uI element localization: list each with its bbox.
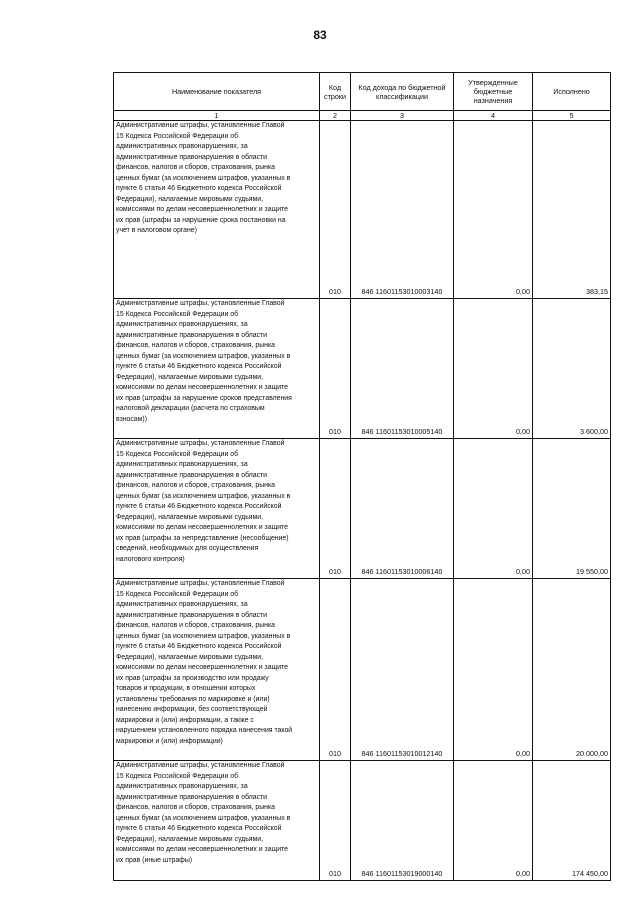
- header-approved-budget: Утвержденные бюджетные назначения: [454, 73, 533, 111]
- approved-amount: 0,00: [454, 439, 533, 579]
- budget-execution-table: [113, 72, 611, 881]
- income-code: 846 11601153019000140: [351, 761, 454, 881]
- line-code: 010: [320, 439, 351, 579]
- indicator-name: Административные штрафы, установленные Главой 15 Кодекса Российской Федерации об административных правонарушениях, за административные правонарушения в области финансов, налогов и сборов, страхования, рынка ценных бумаг (за исключением штрафов, указанных в пункте 6 статьи 46 Бюджетного кодекса Российской Федерации), налагаемые мировыми судьями, комиссиями по делам несовершеннолетних и защите их прав (штрафы за нарушение сроков представления налоговой декларации (расчета по страховым взносам)): [114, 299, 320, 439]
- income-code: 846 11601153010003140: [351, 121, 454, 299]
- indicator-name: Административные штрафы, установленные Главой 15 Кодекса Российской Федерации об административных правонарушениях, за административные правонарушения в области финансов, налогов и сборов, страхования, рынка ценных бумаг (за исключением штрафов, указанных в пункте 6 статьи 46 Бюджетного кодекса Российской Федерации), налагаемые мировыми судьями, комиссиями по делам несовершеннолетних и защите их прав (штрафы за нарушение срока постановки на учет в налоговом органе): [114, 121, 320, 299]
- header-indicator-name: Наименование показателя: [114, 73, 320, 111]
- line-code: 010: [320, 761, 351, 881]
- executed-amount: 174 450,00: [533, 761, 611, 881]
- column-number: 5: [533, 111, 611, 121]
- line-code: 010: [320, 121, 351, 299]
- table-row: [114, 761, 611, 881]
- column-number: 2: [320, 111, 351, 121]
- table-row: [114, 579, 611, 761]
- table-header-row: [114, 73, 611, 111]
- approved-amount: 0,00: [454, 121, 533, 299]
- table-row: [114, 121, 611, 299]
- table-row: [114, 439, 611, 579]
- approved-amount: 0,00: [454, 761, 533, 881]
- approved-amount: 0,00: [454, 299, 533, 439]
- column-number: 1: [114, 111, 320, 121]
- header-executed: Исполнено: [533, 73, 611, 111]
- income-code: 846 11601153010012140: [351, 579, 454, 761]
- indicator-name: Административные штрафы, установленные Главой 15 Кодекса Российской Федерации об административных правонарушениях, за административные правонарушения в области финансов, налогов и сборов, страхования, рынка ценных бумаг (за исключением штрафов, указанных в пункте 6 статьи 46 Бюджетного кодекса Российской Федерации), налагаемые мировыми судьями, комиссиями по делам несовершеннолетних и защите их прав (иные штрафы): [114, 761, 320, 881]
- header-line-code: Код строки: [320, 73, 351, 111]
- column-number: 3: [351, 111, 454, 121]
- column-number: 4: [454, 111, 533, 121]
- executed-amount: 383,15: [533, 121, 611, 299]
- table-row: [114, 299, 611, 439]
- page-number: 83: [313, 28, 327, 42]
- line-code: 010: [320, 579, 351, 761]
- line-code: 010: [320, 299, 351, 439]
- executed-amount: 3 600,00: [533, 299, 611, 439]
- indicator-name: Административные штрафы, установленные Главой 15 Кодекса Российской Федерации об административных правонарушениях, за административные правонарушения в области финансов, налогов и сборов, страхования, рынка ценных бумаг (за исключением штрафов, указанных в пункте 6 статьи 46 Бюджетного кодекса Российской Федерации), налагаемые мировыми судьями, комиссиями по делам несовершеннолетних и защите их прав (штрафы за производство или продажу товаров и продукции, в отношении которых установлены требования по маркировке и (или) нанесению информации, без соответствующей маркировки и (или) информации, а также с нарушением установленного порядка нанесения такой маркировки и (или) информации): [114, 579, 320, 761]
- executed-amount: 20 000,00: [533, 579, 611, 761]
- approved-amount: 0,00: [454, 579, 533, 761]
- income-code: 846 11601153010006140: [351, 439, 454, 579]
- column-number-row: [114, 111, 611, 121]
- income-code: 846 11601153010005140: [351, 299, 454, 439]
- executed-amount: 19 550,00: [533, 439, 611, 579]
- header-income-code: Код дохода по бюджетной классификации: [351, 73, 454, 111]
- indicator-name: Административные штрафы, установленные Главой 15 Кодекса Российской Федерации об административных правонарушениях, за административные правонарушения в области финансов, налогов и сборов, страхования, рынка ценных бумаг (за исключением штрафов, указанных в пункте 6 статьи 46 Бюджетного кодекса Российской Федерации), налагаемые мировыми судьями, комиссиями по делам несовершеннолетних и защите их прав (штрафы за непредставление (несообщение) сведений, необходимых для осуществления налогового контроля): [114, 439, 320, 579]
